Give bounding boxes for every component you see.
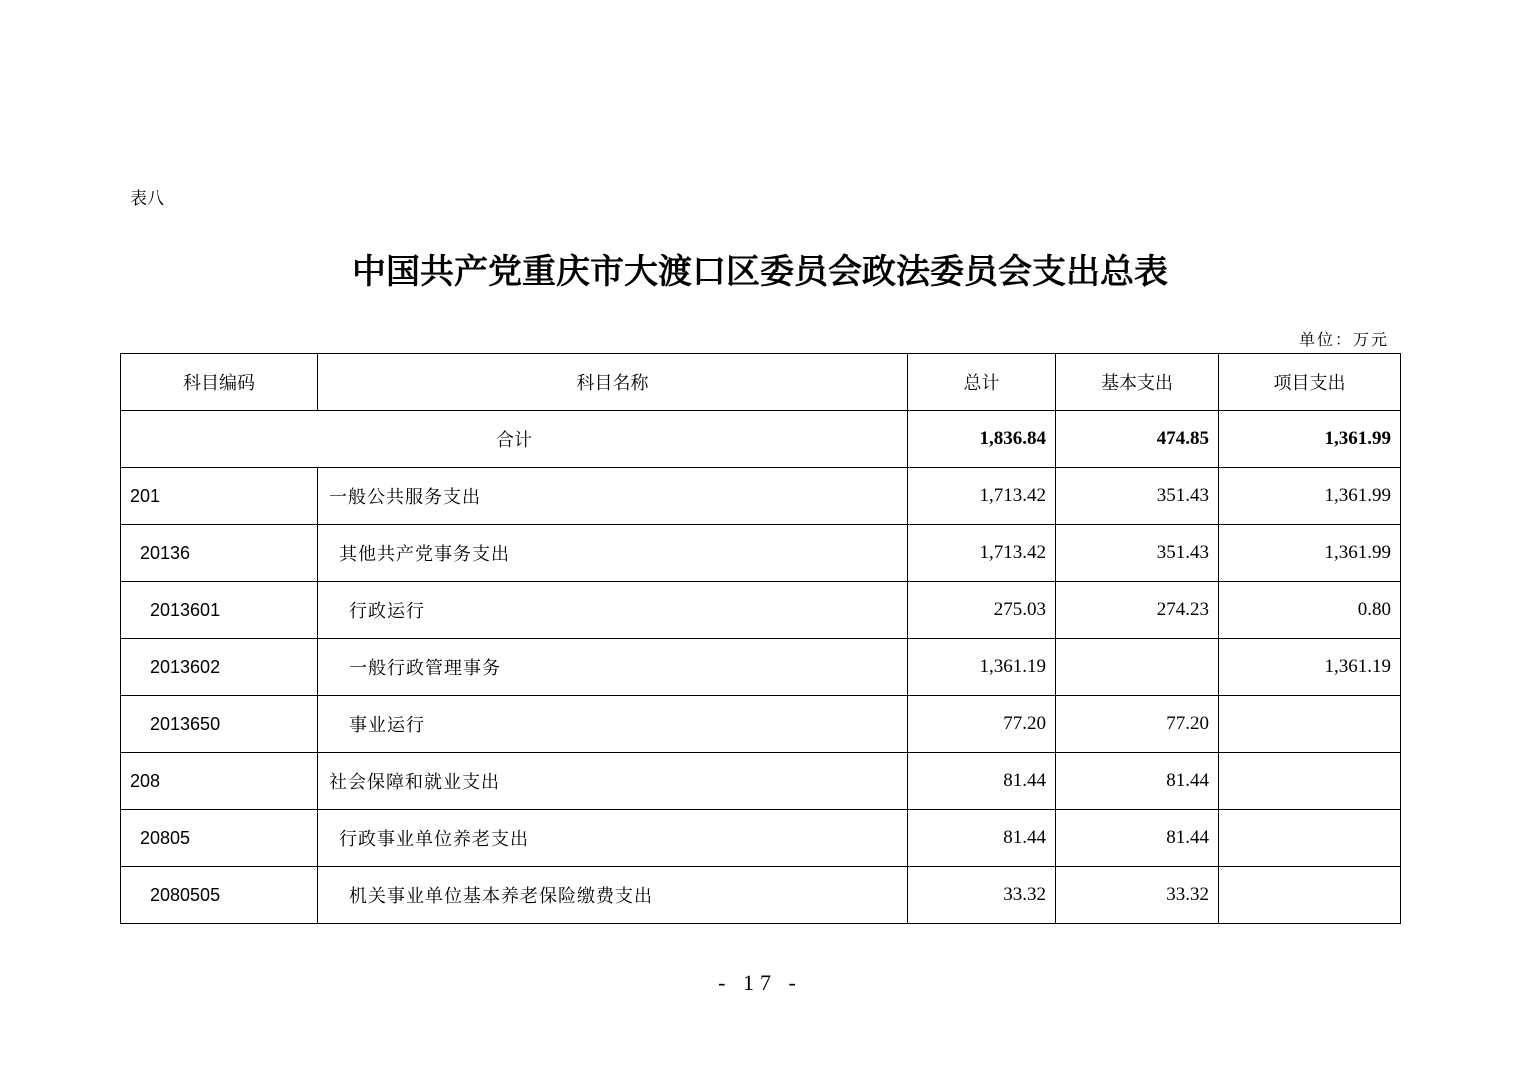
row-name: 社会保障和就业支出 — [318, 753, 908, 810]
row-total: 33.32 — [908, 867, 1056, 924]
page-title: 中国共产党重庆市大渡口区委员会政法委员会支出总表 — [352, 252, 1168, 292]
row-total: 81.44 — [908, 810, 1056, 867]
header-total: 总计 — [908, 354, 1056, 411]
row-project: 1,361.19 — [1219, 639, 1401, 696]
row-project: 1,361.99 — [1219, 525, 1401, 582]
row-basic: 81.44 — [1056, 810, 1219, 867]
total-total: 1,836.84 — [908, 411, 1056, 468]
row-code: 208 — [121, 753, 318, 810]
table-label: 表八 — [130, 189, 164, 209]
row-name: 行政运行 — [318, 582, 908, 639]
row-basic: 77.20 — [1056, 696, 1219, 753]
row-basic: 81.44 — [1056, 753, 1219, 810]
page-number: - 17 - — [718, 970, 802, 995]
row-total: 1,713.42 — [908, 468, 1056, 525]
row-code: 20136 — [121, 525, 318, 582]
table-row — [121, 582, 1401, 639]
row-project: 0.80 — [1219, 582, 1401, 639]
total-project: 1,361.99 — [1219, 411, 1401, 468]
row-name: 一般公共服务支出 — [318, 468, 908, 525]
row-name: 一般行政管理事务 — [318, 639, 908, 696]
header-basic: 基本支出 — [1056, 354, 1219, 411]
row-code: 2013602 — [121, 639, 318, 696]
header-project: 项目支出 — [1219, 354, 1401, 411]
row-project — [1219, 867, 1401, 924]
header-code: 科目编码 — [121, 354, 318, 411]
row-code: 2080505 — [121, 867, 318, 924]
table-row — [121, 468, 1401, 525]
row-name: 机关事业单位基本养老保险缴费支出 — [318, 867, 908, 924]
row-name: 行政事业单位养老支出 — [318, 810, 908, 867]
row-total: 77.20 — [908, 696, 1056, 753]
table-row — [121, 753, 1401, 810]
row-total: 1,713.42 — [908, 525, 1056, 582]
row-project — [1219, 753, 1401, 810]
row-basic — [1056, 639, 1219, 696]
header-name: 科目名称 — [318, 354, 908, 411]
row-name: 其他共产党事务支出 — [318, 525, 908, 582]
row-code: 2013601 — [121, 582, 318, 639]
row-code: 20805 — [121, 810, 318, 867]
row-name: 事业运行 — [318, 696, 908, 753]
total-label: 合计 — [121, 411, 908, 468]
row-basic: 351.43 — [1056, 525, 1219, 582]
row-project — [1219, 810, 1401, 867]
row-code: 201 — [121, 468, 318, 525]
table-row — [121, 696, 1401, 753]
table-header-row — [121, 354, 1401, 411]
row-basic: 33.32 — [1056, 867, 1219, 924]
row-basic: 274.23 — [1056, 582, 1219, 639]
row-total: 275.03 — [908, 582, 1056, 639]
row-basic: 351.43 — [1056, 468, 1219, 525]
unit-label: 单位：万元 — [1298, 330, 1389, 349]
row-project: 1,361.99 — [1219, 468, 1401, 525]
expenditure-table — [120, 353, 1401, 924]
row-project — [1219, 696, 1401, 753]
table-row — [121, 639, 1401, 696]
row-total: 1,361.19 — [908, 639, 1056, 696]
table-row — [121, 810, 1401, 867]
table-row — [121, 525, 1401, 582]
total-basic: 474.85 — [1056, 411, 1219, 468]
total-row — [121, 411, 1401, 468]
row-code: 2013650 — [121, 696, 318, 753]
row-total: 81.44 — [908, 753, 1056, 810]
table-row — [121, 867, 1401, 924]
